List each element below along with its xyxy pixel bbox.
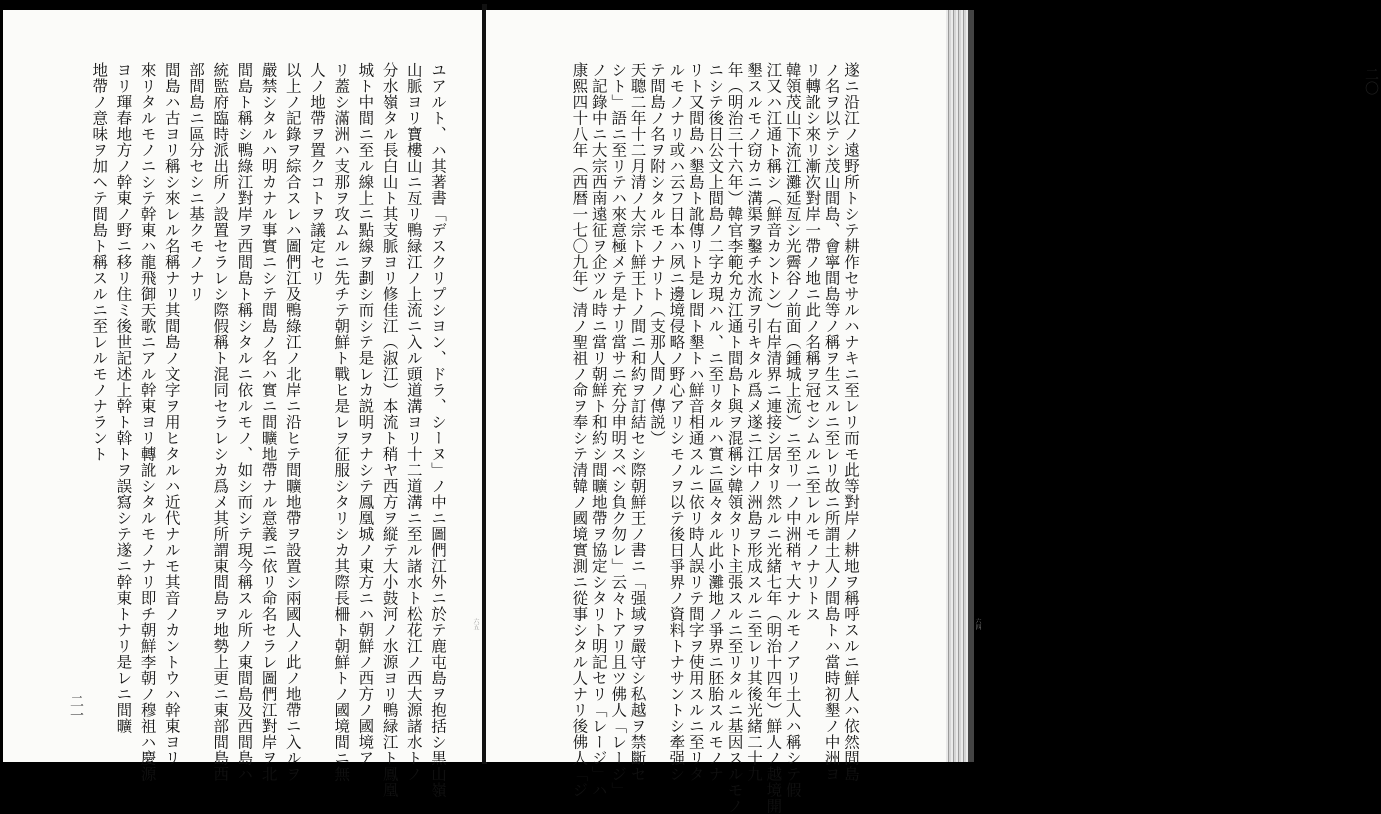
- text-column: 間島ト稱シ鴨綠江對岸ヲ西間島ト稱シタルニ依ルモノ、如シ而シテ現今稱スル所ノ東間島及西間島ハ: [235, 62, 254, 782]
- text-column: 年（明治三十六年）韓官李範允カ江通ト間島ト與ヲ混稱シ韓領タリト主張スルニ至リタルニ基因スルモノ: [725, 62, 744, 814]
- footer-mark-left: 六五: [472, 618, 479, 630]
- text-column: 嚴禁シタルハ明カナル事實ニシテ間島ノ名ハ實ニ間曠地帶ナル意義ニ依リ命名セラレ圖們江對岸ヲ北: [259, 62, 278, 782]
- right-page: [486, 10, 1379, 814]
- text-column: ノ名ヲ以テシ茂山間島、會寧間島等ノ稱ヲ生スルニ至レリ故ニ所謂土人ノ間島トハ當時初墾ノ中洲ヨ: [822, 62, 841, 782]
- text-column: 人ノ地帶ヲ置クコトヲ議定セリ: [308, 62, 326, 286]
- text-column: 地帶ノ意味ヲ加ヘテ間島ト稱スルニ至レルモノナラント: [90, 62, 109, 462]
- text-column: 康熙四十八年（西暦一七〇九年）清ノ聖祖ノ命ヲ奉シテ清韓ノ國境實測ニ從事シタル人ナリ後佛人「ジ: [570, 62, 589, 798]
- page-edge-shadow: [968, 10, 974, 762]
- text-column: 城ト中間ニ至ル線上ニ點線ヲ劃シ而シテ是レカ説明ヲナシテ鳳凰城ノ東方ニハ朝鮮ノ西方ノ國境ア: [356, 62, 375, 766]
- text-column: ルモノナリ或ハ云フ日本ハ夙ニ邊境侵略ノ野心アリシモノヲ以テ後日爭界ノ資料トナサントシ牽强シ: [667, 62, 686, 782]
- footer-mark-right: 六四: [974, 618, 981, 630]
- text-column: 江又ハ江通ト稱シ（鮮音カントン）右岸清界ニ連接シ居タリ然ルニ光緒七年（明治十四年）鮮人ノ越境開: [764, 62, 783, 814]
- text-column: 部間島ニ區分セシニ基クモノナリ: [187, 62, 205, 302]
- text-column: 天聰二年十二月清ノ大宗ト鮮王トノ間ニ和約ヲ訂結セシ際朝鮮王ノ書ニ「强域ヲ嚴守シ私越ヲ禁斷セ: [628, 62, 647, 782]
- text-column: リト又間島ハ墾島ト訛傳リト是レ間ト墾トハ鮮音相通スルニ依リ時人誤リテ間字ヲ使用スルニ至リタ: [686, 62, 705, 782]
- text-column: 以上ノ記錄ヲ綜合スレハ圖們江及鴨綠江ノ北岸ニ沿ヒテ間曠地帶ヲ設置シ兩國人ノ此ノ地帶ニ入ルヲ: [283, 62, 302, 782]
- text-column: シト」語ニ至リテハ來意極メテ是ナリ當サニ充分申明スベシ負ク勿レ」云々トアリ且ツ佛人「レージ」: [609, 62, 628, 798]
- page-number-left: 二一: [68, 694, 84, 722]
- text-column: リ轉訛シ來リ漸次對岸一帶ノ地ニ此ノ名稱ヲ冠セシムルニ至レルモノナリトス: [803, 62, 822, 622]
- text-column: ユアルト、ハ其著書「デスクリプシヨン、ドラ、シーヌ」ノ中ニ圖們江外ニ於テ鹿屯島ヲ抱括シ黒山嶺: [429, 62, 447, 798]
- text-column: テ間島ノ名ヲ附シタルモノナリト（支那人間ノ傳説）: [648, 62, 666, 446]
- text-column: 統監府臨時派出所ノ設置セラレシ際假稱ト混同セラレシカ爲メ其所謂東間島ヲ地勢上更ニ東部間島西: [211, 62, 230, 782]
- text-column: 間島ハ古ヨリ稱シ來レル名稱ナリ其間島ノ文字ヲ用ヒタルハ近代ナルモ其音ノカントウハ幹東ヨリ: [162, 62, 181, 766]
- text-column: 遂ニ沿江ノ遠野所トシテ耕作セサルハナキニ至レリ而モ此等對岸ノ耕地ヲ稱呼スルニ鮮人ハ依然間島: [842, 62, 860, 782]
- text-column: 分水嶺タル長白山ト其支脈ヨリ修佳江（淑江）本流ト稍ヤ西方ヲ縦テ大小鼓河ノ水源ヨリ鴨緑江ト鳳凰: [380, 62, 399, 798]
- text-column: ノ記錄中ニ大宗西南遠征ヲ企ツル時ニ當リ朝鮮ト和約シ間曠地帶ヲ協定シタリト明記セリ「レージ」ハ: [589, 62, 608, 798]
- left-page: [3, 10, 483, 798]
- text-column: リ蓋シ滿洲ハ支那ヲ攻ムルニ先チテ朝鮮ト戰ヒ是レヲ征服シタリシカ其際長柵ト朝鮮トノ國境間ニ無: [332, 62, 351, 782]
- text-column: 韓領茂山下流江灘延亙シ光霽谷ノ前面（鍾城上流）ニ至リ一ノ中洲稍ャ大ナルモノアリ土人ハ稱シテ假: [783, 62, 802, 798]
- page-number-right: 二〇: [1363, 67, 1379, 95]
- text-column: ヨリ琿春地方ノ幹東ノ野ニ移リ住ミ後世記述上幹ト斡トヲ誤寫シテ遂ニ幹東トナリ是レニ間曠: [114, 62, 133, 734]
- text-column: 來リタルモノニシテ幹東ハ龍飛御天歌ニアル幹東ヨリ轉訛シタルモノナリ即チ朝鮮李朝ノ穆祖ハ慶源: [138, 62, 157, 782]
- text-column: 山脈ヨリ寶樓山ニ亙リ鴨緑江ノ上流ニ入ル頭道溝ヨリ十二道溝ニ至ル諸水ト松花江ノ西大源諸水トノ: [404, 62, 423, 782]
- text-column: ニシテ後日公文上間島ノ二字カ現ハル、ニ至リタルハ實ニ區々タル此小灘地ノ爭界ニ胚胎スルモノナ: [706, 62, 725, 782]
- text-column: 墾スルモノ窃カニ溝渠ヲ鑿チ水流ヲ引キタル爲メ遂ニ江中ノ洲島ヲ形成スルニ至レリ其後光緒二十九: [745, 62, 763, 782]
